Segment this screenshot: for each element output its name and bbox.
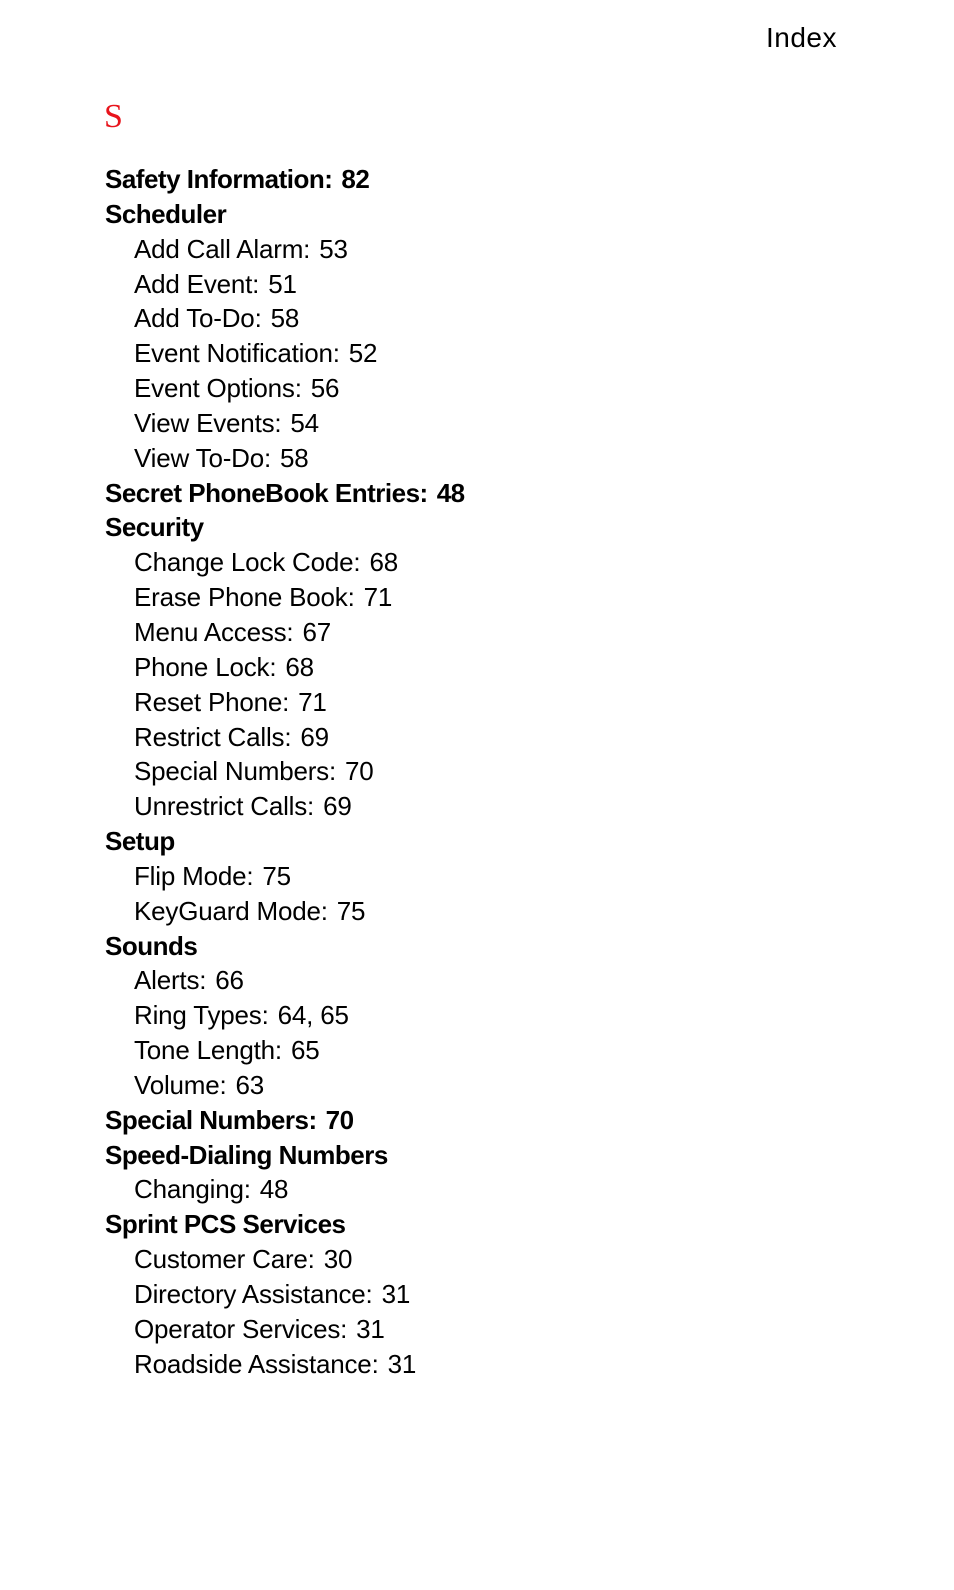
index-term: Special Numbers: xyxy=(105,1104,317,1135)
index-term: Menu Access: xyxy=(134,616,294,647)
index-term: Add To-Do: xyxy=(134,303,262,334)
index-page-reference: 58 xyxy=(270,303,300,334)
index-main-entry xyxy=(105,1207,805,1242)
index-sub-entry xyxy=(105,754,805,789)
running-head-title: Index xyxy=(766,22,837,53)
index-term: Unrestrict Calls: xyxy=(134,791,315,822)
index-term: Reset Phone: xyxy=(134,686,290,717)
index-sub-entry xyxy=(105,963,805,998)
index-main-entry xyxy=(105,197,805,232)
index-sub-entry xyxy=(105,650,805,685)
index-term: Setup xyxy=(105,826,175,857)
index-page-reference: 31 xyxy=(356,1313,385,1344)
index-term: Changing: xyxy=(134,1174,251,1205)
index-term: KeyGuard Mode: xyxy=(134,895,328,926)
index-page-reference: 58 xyxy=(280,442,309,473)
index-term: View Events: xyxy=(134,407,282,438)
index-page-reference: 64, 65 xyxy=(277,1000,349,1031)
index-term: Speed-Dialing Numbers xyxy=(105,1139,388,1170)
index-page-reference: 52 xyxy=(348,338,378,369)
index-term: Security xyxy=(105,512,204,543)
index-page-reference: 71 xyxy=(298,686,327,717)
index-page-reference: 71 xyxy=(363,582,393,613)
index-sub-entry xyxy=(105,267,805,302)
index-main-entry xyxy=(105,162,805,197)
index-page-reference: 68 xyxy=(369,547,398,578)
index-sub-entry xyxy=(105,894,805,929)
index-entry-list xyxy=(105,162,805,1382)
index-sub-entry xyxy=(105,336,805,371)
index-page-reference: 70 xyxy=(325,1104,354,1135)
index-page-reference: 75 xyxy=(262,860,291,891)
index-main-entry xyxy=(105,476,805,511)
index-sub-entry xyxy=(105,301,805,336)
index-page-reference: 48 xyxy=(259,1174,289,1205)
index-term: Scheduler xyxy=(105,198,227,229)
index-sub-entry xyxy=(105,441,805,476)
index-sub-entry xyxy=(105,232,805,267)
index-page-reference: 69 xyxy=(323,791,352,822)
index-page-reference: 68 xyxy=(285,651,314,682)
index-sub-entry xyxy=(105,580,805,615)
index-main-entry xyxy=(105,824,805,859)
index-page-reference: 31 xyxy=(381,1279,411,1309)
index-main-entry xyxy=(105,1138,805,1173)
index-sub-entry xyxy=(105,406,805,441)
index-term: Restrict Calls: xyxy=(134,721,292,752)
index-term: Special Numbers: xyxy=(134,756,336,787)
index-main-entry xyxy=(105,1103,805,1138)
index-term: Directory Assistance: xyxy=(134,1279,373,1309)
index-term: Add Event: xyxy=(134,268,260,299)
index-sub-entry xyxy=(105,1033,805,1068)
index-term: Customer Care: xyxy=(134,1244,315,1275)
index-term: Safety Information: xyxy=(105,164,333,194)
index-term: Sounds xyxy=(105,930,198,961)
index-sub-entry xyxy=(105,789,805,824)
index-page-reference: 30 xyxy=(323,1244,353,1275)
index-main-entry xyxy=(105,929,805,964)
index-term: Flip Mode: xyxy=(134,860,254,891)
index-letter-heading: S xyxy=(104,98,123,135)
index-page-reference: 54 xyxy=(290,407,319,438)
index-page-reference: 67 xyxy=(302,616,331,647)
index-term: Change Lock Code: xyxy=(134,547,361,578)
index-sub-entry xyxy=(105,615,805,650)
index-page-reference: 82 xyxy=(341,164,370,194)
index-sub-entry xyxy=(105,1277,805,1312)
index-term: Roadside Assistance: xyxy=(134,1348,379,1379)
index-page-reference: 65 xyxy=(290,1035,320,1066)
index-sub-entry xyxy=(105,1347,805,1382)
index-sub-entry xyxy=(105,1172,805,1207)
index-page-reference: 56 xyxy=(310,373,340,404)
index-page-reference: 63 xyxy=(235,1069,265,1100)
index-term: Add Call Alarm: xyxy=(134,233,311,264)
index-page-reference: 31 xyxy=(387,1348,417,1379)
index-term: Phone Lock: xyxy=(134,651,277,682)
index-sub-entry xyxy=(105,1242,805,1277)
index-term: Volume: xyxy=(134,1069,227,1100)
index-sub-entry xyxy=(105,371,805,406)
index-page-reference: 53 xyxy=(319,233,348,264)
index-term: Secret PhoneBook Entries: xyxy=(105,477,428,508)
index-term: Ring Types: xyxy=(134,1000,269,1031)
index-term: Tone Length: xyxy=(134,1035,282,1066)
index-term: Operator Services: xyxy=(134,1313,348,1344)
index-term: View To-Do: xyxy=(134,442,272,473)
index-sub-entry xyxy=(105,998,805,1033)
index-term: Sprint PCS Services xyxy=(105,1209,346,1240)
index-term: Event Options: xyxy=(134,373,302,404)
index-page-reference: 51 xyxy=(268,268,297,299)
index-term: Erase Phone Book: xyxy=(134,582,355,613)
index-sub-entry xyxy=(105,859,805,894)
index-page-reference: 69 xyxy=(300,721,329,752)
index-page-reference: 75 xyxy=(336,895,366,926)
index-page-reference: 66 xyxy=(215,965,244,996)
index-term: Event Notification: xyxy=(134,338,340,369)
index-term: Alerts: xyxy=(134,965,207,996)
index-sub-entry xyxy=(105,685,805,720)
index-sub-entry xyxy=(105,720,805,755)
index-page-reference: 48 xyxy=(436,477,465,508)
index-sub-entry xyxy=(105,1312,805,1347)
index-sub-entry xyxy=(105,1068,805,1103)
index-main-entry xyxy=(105,510,805,545)
index-sub-entry xyxy=(105,545,805,580)
index-page-reference: 70 xyxy=(345,756,374,787)
